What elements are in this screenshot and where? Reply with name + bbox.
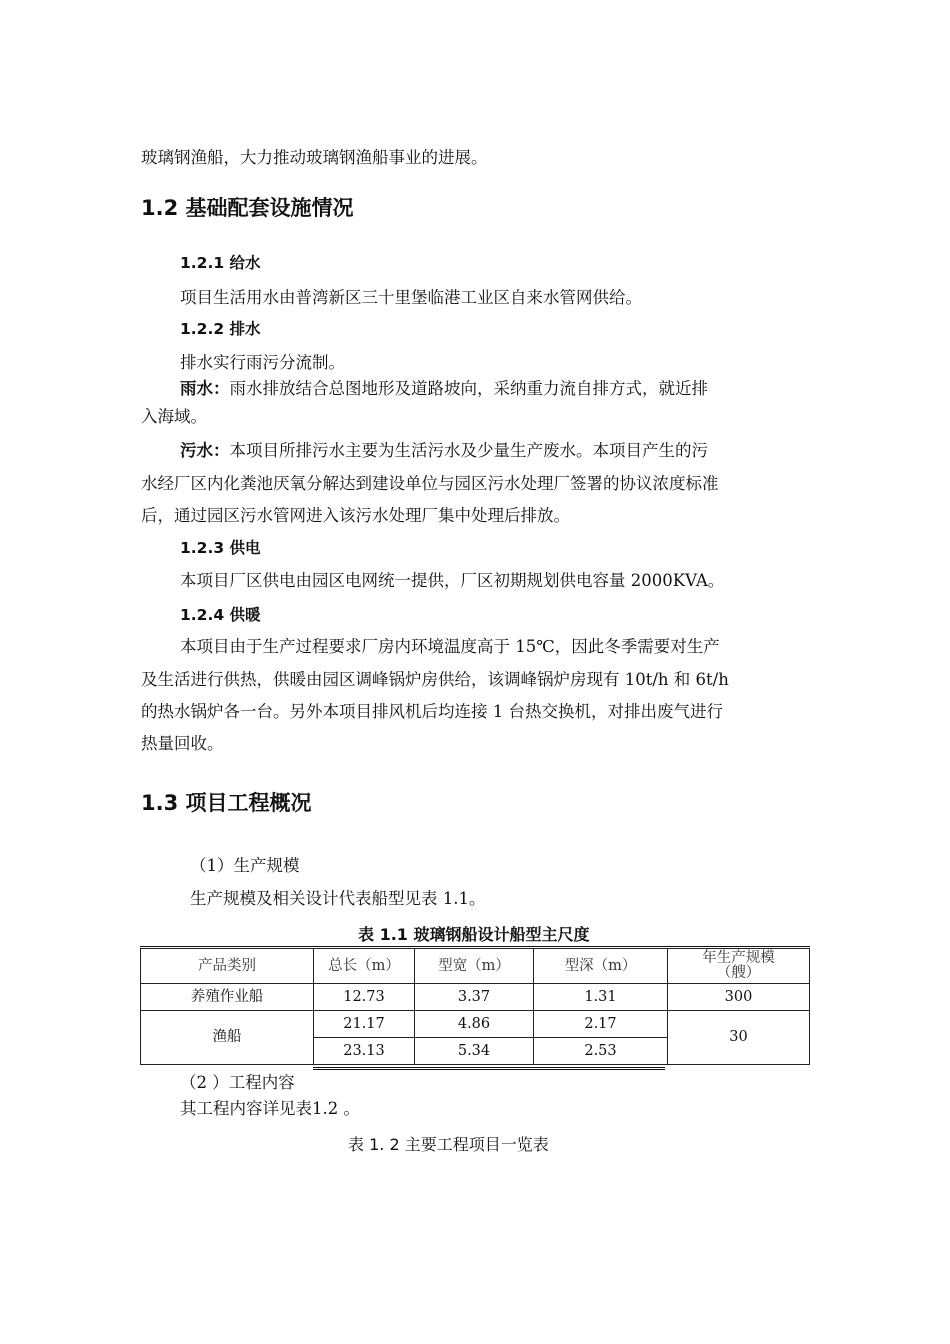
table-cell: 12.73 xyxy=(314,984,415,1011)
sewage-text: 本项目所排污水主要为生活污水及少量生产废水。本项目产生的污 xyxy=(229,441,708,460)
header-cell: 产品类别 xyxy=(141,949,314,984)
table-bottom-rule xyxy=(313,1067,665,1070)
header-cell: 总长（m） xyxy=(314,949,415,984)
paragraph-line: 后，通过园区污水管网进入该污水处理厂集中处理后排放。 xyxy=(141,506,570,525)
table-row xyxy=(141,1011,810,1038)
table-cell: 300 xyxy=(668,984,810,1011)
table-row xyxy=(141,984,810,1011)
table-cell: 21.17 xyxy=(314,1011,415,1038)
paragraph-line: 热量回收。 xyxy=(141,734,224,753)
paragraph-line: 入海域。 xyxy=(141,407,207,426)
paragraph-line: 玻璃钢渔船，大力推动玻璃钢渔船事业的进展。 xyxy=(141,148,488,167)
table-cell: 2.53 xyxy=(534,1038,668,1065)
sewage-label: 污水： xyxy=(180,441,230,460)
subsection-heading-1-2-4: 1.2.4 供暖 xyxy=(180,606,261,624)
header-cell: 型宽（m） xyxy=(415,949,534,984)
section-heading-1-2 xyxy=(141,195,354,221)
paragraph-line: 其工程内容详见表1.2 。 xyxy=(180,1099,360,1118)
subsection-heading-1-2-1: 1.2.1 给水 xyxy=(180,254,261,272)
table-cell: 2.17 xyxy=(534,1011,668,1038)
rain-text: 雨水排放结合总图地形及道路坡向，采纳重力流自排方式，就近排 xyxy=(229,379,708,398)
table-cell: 4.86 xyxy=(415,1011,534,1038)
paragraph-line: 水经厂区内化粪池厌氧分解达到建设单位与园区污水处理厂签署的协议浓度标准 xyxy=(141,474,719,493)
paragraph-line: 本项目厂区供电由园区电网统一提供，厂区初期规划供电容量 2000KVA。 xyxy=(180,571,725,590)
list-item: （1）生产规模 xyxy=(190,856,300,875)
section-heading-1-3: 1.3 项目工程概况 xyxy=(141,791,312,815)
table-header-row xyxy=(141,949,810,984)
subsection-heading-1-2-3: 1.2.3 供电 xyxy=(180,539,261,557)
subsection-heading-1-2-2: 1.2.2 排水 xyxy=(180,320,261,338)
header-cell xyxy=(668,949,810,984)
table-cell: 5.34 xyxy=(415,1038,534,1065)
paragraph-line xyxy=(180,379,708,399)
table-cell: 1.31 xyxy=(534,984,668,1011)
header-cell: 型深（m） xyxy=(534,949,668,984)
paragraph-line: 生产规模及相关设计代表船型见表 1.1。 xyxy=(190,889,486,908)
list-item: （2 ）工程内容 xyxy=(180,1073,295,1092)
paragraph-line: 及生活进行供热，供暖由园区调峰锅炉房供给，该调峰锅炉房现有 10t/h 和 6t/h xyxy=(141,670,729,689)
table-cell: 3.37 xyxy=(415,984,534,1011)
table-cell: 23.13 xyxy=(314,1038,415,1065)
ship-dimensions-table xyxy=(140,948,810,1065)
table-caption: 表 1.1 玻璃钢船设计船型主尺度 xyxy=(358,925,590,944)
table-caption: 表 1. 2 主要工程项目一览表 xyxy=(348,1135,549,1154)
header-text: 年生产规模 xyxy=(702,950,775,966)
heading-text: 1.2 基础配套设施情况 xyxy=(141,196,354,220)
rain-label: 雨水： xyxy=(180,379,230,398)
paragraph-line: 项目生活用水由普湾新区三十里堡临港工业区自来水管网供给。 xyxy=(180,288,642,307)
paragraph-line: 排水实行雨污分流制。 xyxy=(180,353,345,372)
paragraph-line xyxy=(180,441,708,461)
paragraph-line: 本项目由于生产过程要求厂房内环境温度高于 15℃，因此冬季需要对生产 xyxy=(180,637,720,656)
table-cell: 养殖作业船 xyxy=(141,984,314,1011)
table-cell: 渔船 xyxy=(141,1011,314,1065)
paragraph-line: 的热水锅炉各一台。另外本项目排风机后均连接 1 台热交换机，对排出废气进行 xyxy=(141,702,723,721)
table-cell: 30 xyxy=(668,1011,810,1065)
header-text: （艘） xyxy=(716,965,761,981)
